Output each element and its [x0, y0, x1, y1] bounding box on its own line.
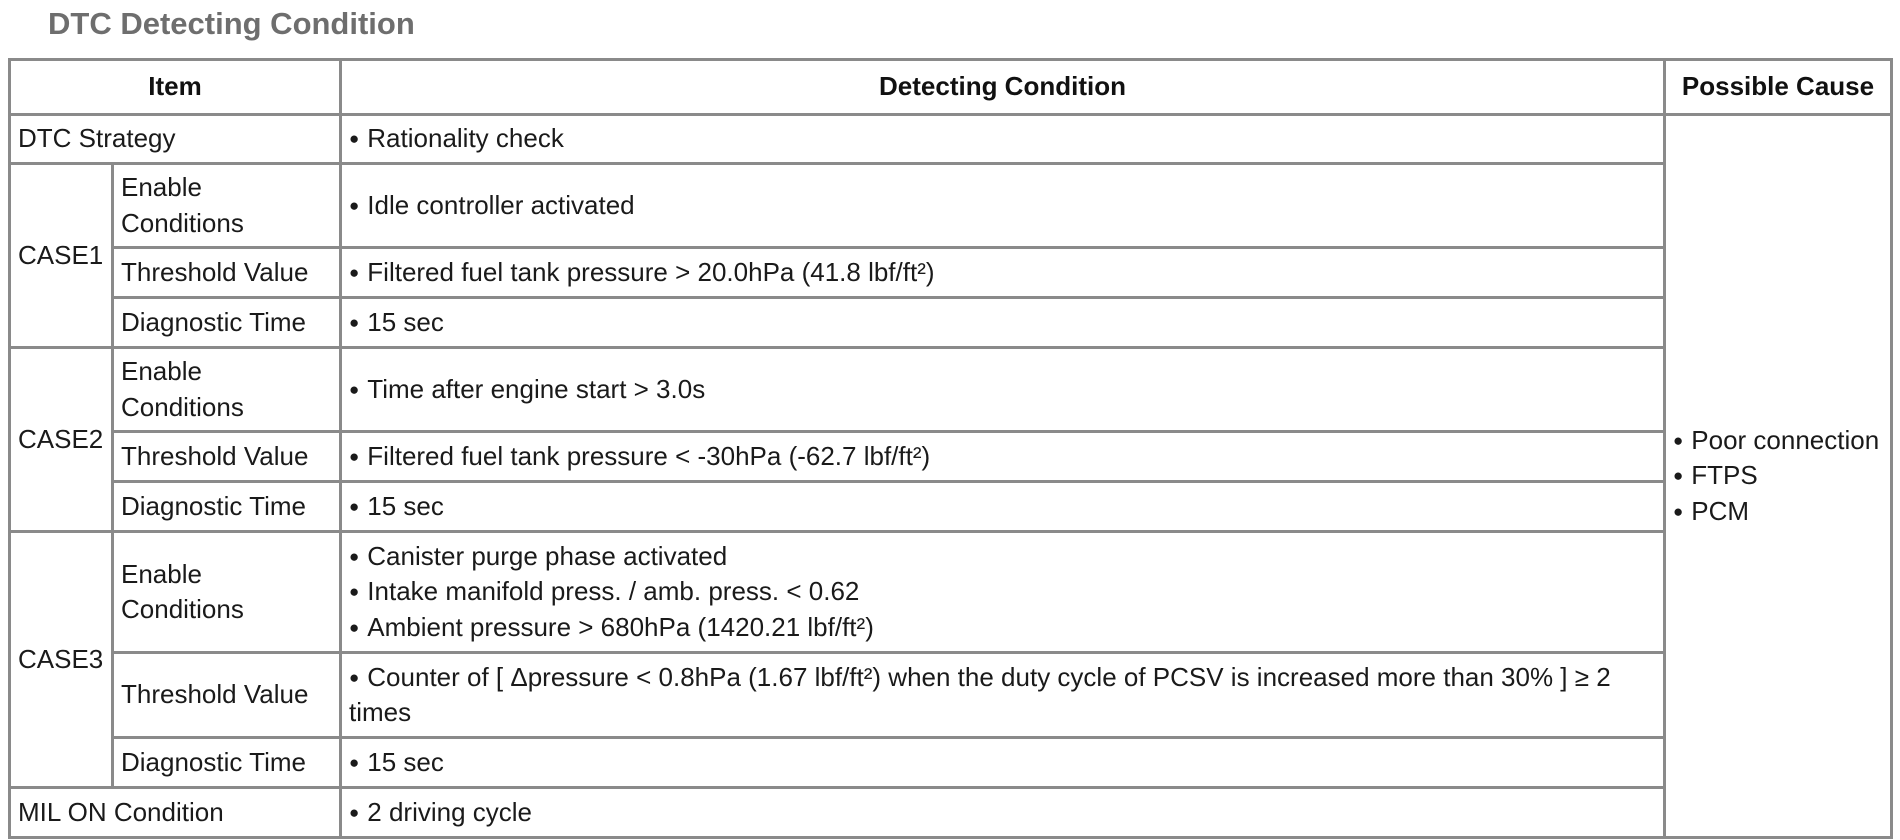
- sub-label-enable: Enable Conditions: [113, 348, 341, 432]
- bullet-text: ● Ambient pressure > 680hPa (1420.21 lbf/ft²): [349, 610, 1656, 645]
- sub-label-diagnostic-time: Diagnostic Time: [113, 482, 341, 532]
- cause-item: ● PCM: [1673, 494, 1883, 529]
- table-row: [10, 653, 1892, 738]
- condition-cell: [341, 532, 1665, 653]
- condition-cell: [341, 348, 1665, 432]
- case-label-case2: CASE2: [10, 348, 113, 532]
- table-row: [10, 788, 1892, 838]
- bullet-text: ● 15 sec: [349, 747, 444, 777]
- sub-label-threshold: Threshold Value: [113, 653, 341, 738]
- cause-item: ● FTPS: [1673, 458, 1883, 493]
- table-row: [10, 432, 1892, 482]
- condition-cell: [341, 482, 1665, 532]
- table-row: [10, 348, 1892, 432]
- sub-label-diagnostic-time: Diagnostic Time: [113, 738, 341, 788]
- possible-cause-cell: [1665, 115, 1892, 838]
- table-row: [10, 115, 1892, 164]
- condition-cell: [341, 432, 1665, 482]
- bullet-text: ● Time after engine start > 3.0s: [349, 374, 705, 404]
- row-label-dtc-strategy: DTC Strategy: [10, 115, 341, 164]
- header-item: Item: [10, 60, 341, 115]
- condition-cell: [341, 653, 1665, 738]
- row-label-mil-on: MIL ON Condition: [10, 788, 341, 838]
- table-row: [10, 532, 1892, 653]
- page-title: DTC Detecting Condition: [48, 6, 415, 41]
- case-label-case1: CASE1: [10, 164, 113, 348]
- bullet-text: ● Canister purge phase activated: [349, 539, 1656, 574]
- case-label-case3: CASE3: [10, 532, 113, 788]
- header-detecting-condition: Detecting Condition: [341, 60, 1665, 115]
- condition-cell: [341, 248, 1665, 298]
- bullet-text: ● Rationality check: [349, 123, 564, 153]
- condition-cell: [341, 164, 1665, 248]
- bullet-text: ● Filtered fuel tank pressure < -30hPa (-62.7 lbf/ft²): [349, 441, 930, 471]
- header-possible-cause: Possible Cause: [1665, 60, 1892, 115]
- condition-cell: [341, 738, 1665, 788]
- condition-cell: [341, 788, 1665, 838]
- bullet-text: ● Counter of [ Δpressure < 0.8hPa (1.67 lbf/ft²) when the duty cycle of PCSV is increased more than 30% ] ≥ 2 times: [349, 662, 1611, 727]
- condition-cell: [341, 298, 1665, 348]
- table-row: [10, 164, 1892, 248]
- sub-label-enable: Enable Conditions: [113, 532, 341, 653]
- bullet-text: ● Intake manifold press. / amb. press. < 0.62: [349, 574, 1656, 609]
- sub-label-threshold: Threshold Value: [113, 248, 341, 298]
- table-row: [10, 482, 1892, 532]
- bullet-text: ● 2 driving cycle: [349, 797, 532, 827]
- table-row: [10, 738, 1892, 788]
- bullet-text: ● 15 sec: [349, 491, 444, 521]
- cause-item: ● Poor connection: [1673, 423, 1883, 458]
- dtc-table: [8, 58, 1893, 839]
- sub-label-threshold: Threshold Value: [113, 432, 341, 482]
- table-row: [10, 248, 1892, 298]
- sub-label-enable: Enable Conditions: [113, 164, 341, 248]
- sub-label-diagnostic-time: Diagnostic Time: [113, 298, 341, 348]
- table-row: [10, 298, 1892, 348]
- bullet-text: ● 15 sec: [349, 307, 444, 337]
- bullet-text: ● Filtered fuel tank pressure > 20.0hPa (41.8 lbf/ft²): [349, 257, 935, 287]
- header-row: [10, 60, 1892, 115]
- condition-cell: [341, 115, 1665, 164]
- bullet-text: ● Idle controller activated: [349, 190, 635, 220]
